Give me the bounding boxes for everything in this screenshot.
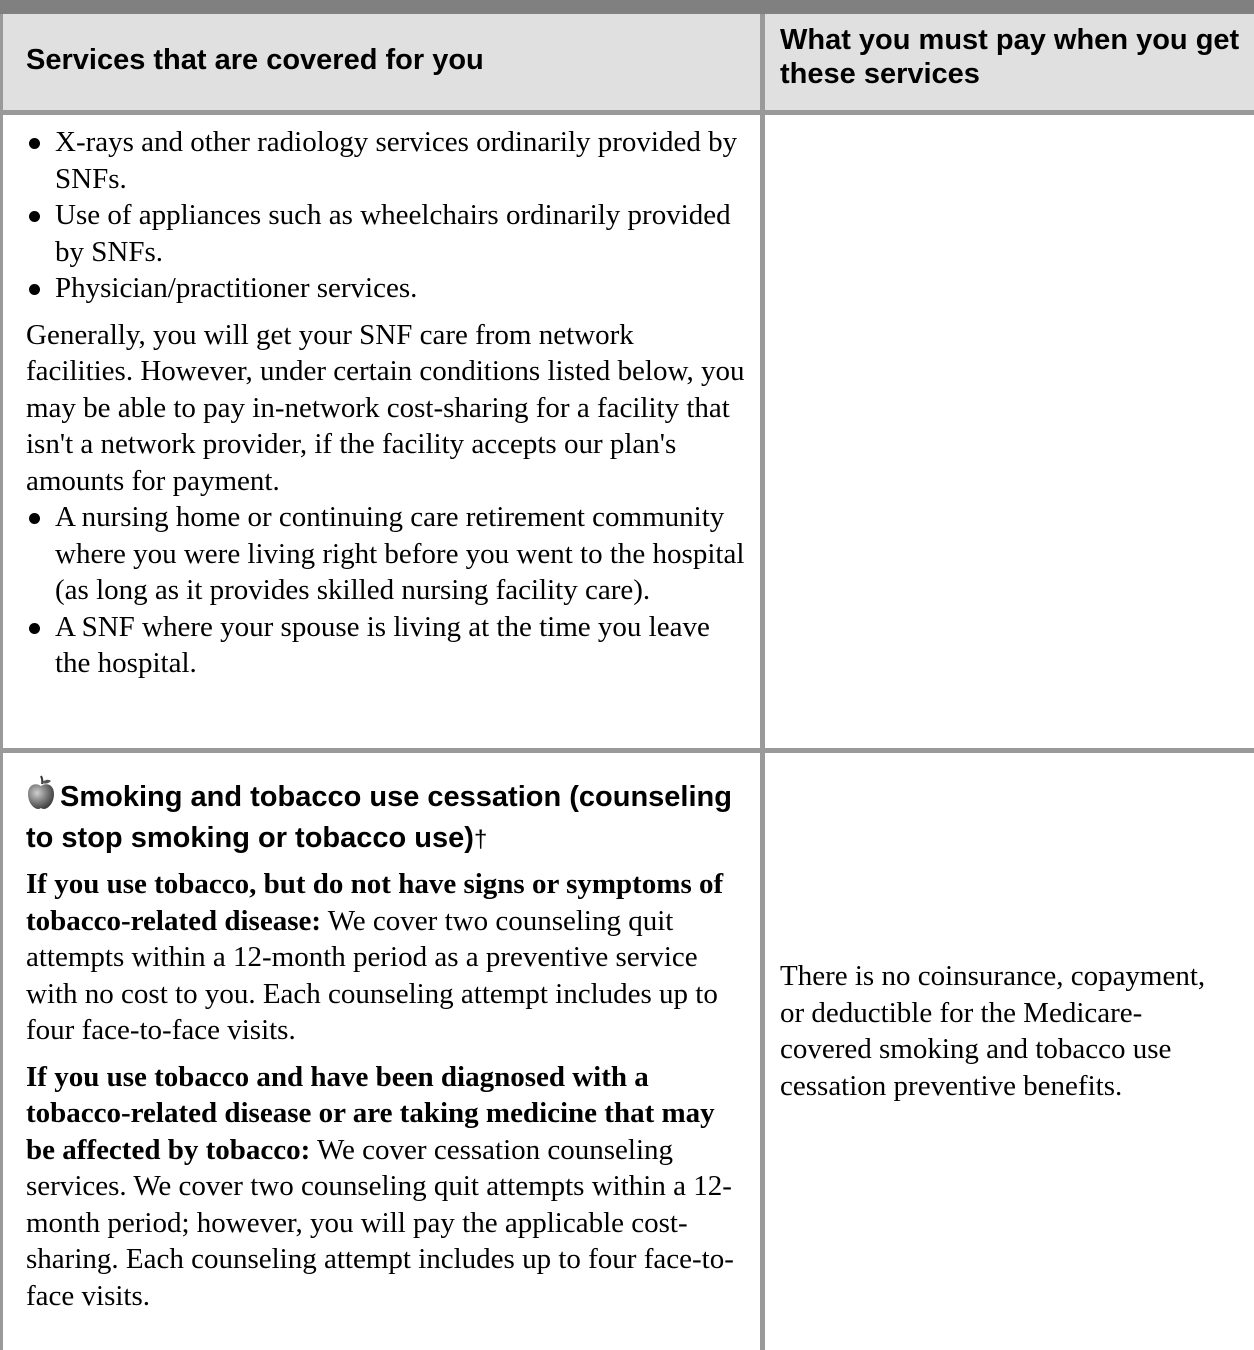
row2-services-cell bbox=[26, 774, 748, 1314]
bullet-icon bbox=[29, 623, 40, 634]
tobacco-paragraph-1 bbox=[26, 866, 748, 1049]
list-item bbox=[26, 499, 748, 609]
snf-services-list bbox=[26, 124, 748, 307]
list-item bbox=[26, 197, 748, 270]
list-item-text: A SNF where your spouse is living at the time you leave the hospital. bbox=[55, 610, 710, 679]
snf-network-paragraph: Generally, you will get your SNF care from network facilities. However, under certain conditions listed below, you may be able to pay in-network cost-sharing for a facility that isn't a network provider, if the facility accepts our plan's amounts for payment. bbox=[26, 318, 745, 497]
apple-icon bbox=[26, 774, 56, 820]
header-services-label: Services that are covered for you bbox=[26, 44, 484, 76]
header-cell-services bbox=[0, 14, 760, 110]
table-header-row bbox=[0, 14, 1254, 110]
list-item-text: Use of appliances such as wheelchairs ordinarily provided by SNFs. bbox=[55, 199, 731, 268]
snf-conditions-list bbox=[26, 499, 748, 682]
title-dagger-mark: † bbox=[473, 826, 488, 853]
section-title-text: Smoking and tobacco use cessation (counseling to stop smoking or tobacco use) bbox=[26, 781, 732, 854]
tobacco-paragraph-1-lead: If you use tobacco, but do not have signs or symptoms of tobacco-related disease: bbox=[26, 868, 724, 937]
tobacco-paragraph-2 bbox=[26, 1059, 748, 1315]
list-item bbox=[26, 270, 748, 307]
header-cost-label: What you must pay when you get these services bbox=[780, 24, 1240, 90]
row1-services-cell bbox=[26, 124, 748, 682]
bullet-icon bbox=[29, 138, 40, 149]
list-item-text: X-rays and other radiology services ordinarily provided by SNFs. bbox=[55, 126, 738, 195]
list-item bbox=[26, 609, 748, 682]
cost-text: There is no coinsurance, copayment, or deductible for the Medicare-covered smoking and tobacco use cessation preventive benefits. bbox=[780, 960, 1206, 1102]
header-bottom-rule bbox=[0, 110, 1254, 115]
bullet-icon bbox=[29, 513, 40, 524]
column-divider bbox=[760, 14, 765, 1350]
row-divider bbox=[0, 748, 1254, 753]
list-item bbox=[26, 124, 748, 197]
header-cell-cost bbox=[765, 14, 1254, 110]
tobacco-paragraph-2-lead: If you use tobacco and have been diagnosed with a tobacco-related disease or are taking medicine that may be affected by tobacco: bbox=[26, 1060, 715, 1166]
row2-cost-cell bbox=[780, 958, 1220, 1104]
list-item-text: Physician/practitioner services. bbox=[55, 272, 418, 304]
tobacco-paragraph-1-text: We cover two counseling quit attempts within a 12-month period as a preventive service with no cost to you. Each counseling attempt includes up to four face-to-face visits. bbox=[26, 904, 718, 1046]
bullet-icon bbox=[29, 211, 40, 222]
bullet-icon bbox=[29, 284, 40, 295]
table-top-border bbox=[0, 0, 1254, 14]
left-border bbox=[0, 14, 3, 1350]
tobacco-paragraph-2-text: We cover cessation counseling services. We cover two counseling quit attempts within a 12-month period; however, you will pay the applicable cost-sharing. Each counseling attempt includes up to four face-to-face visits. bbox=[26, 1133, 734, 1312]
section-title bbox=[26, 774, 748, 858]
list-item-text: A nursing home or continuing care retirement community where you were living right before you went to the hospital (as long as it provides skilled nursing facility care). bbox=[55, 501, 745, 606]
